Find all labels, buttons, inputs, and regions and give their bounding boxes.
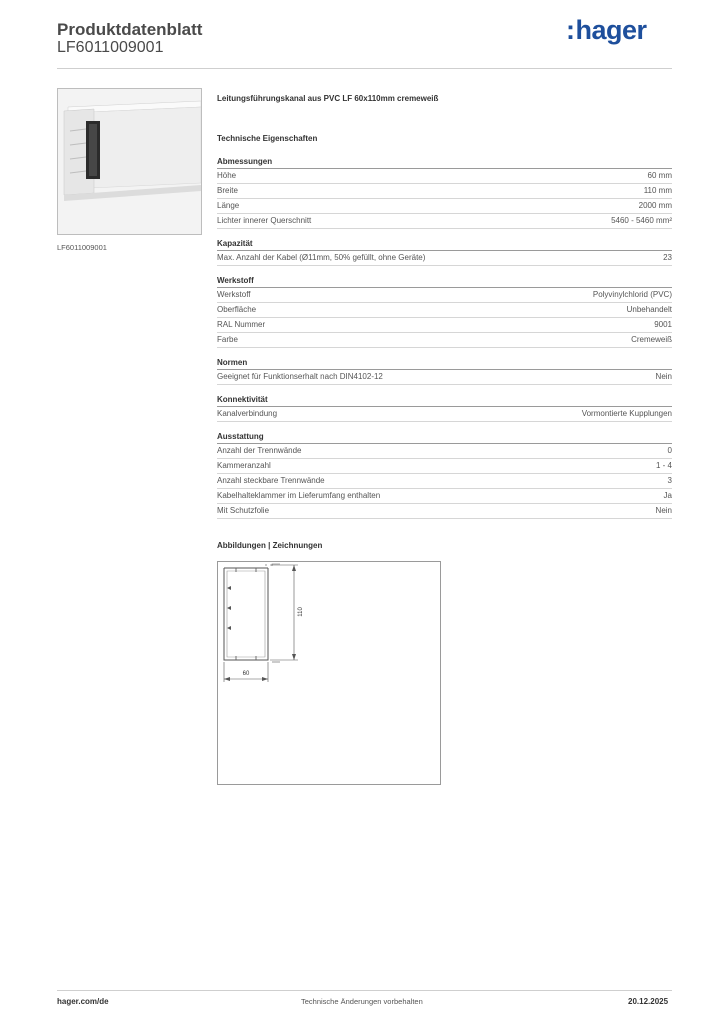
section-title: Konnektivität xyxy=(217,394,672,407)
spec-value: 0 xyxy=(667,446,672,455)
spec-value: 23 xyxy=(663,253,672,262)
spec-label: RAL Nummer xyxy=(217,320,266,329)
hager-logo[interactable] xyxy=(566,15,647,46)
product-id: LF6011009001 xyxy=(57,39,164,56)
spec-value: 9001 xyxy=(654,320,672,329)
spec-section xyxy=(217,394,672,422)
spec-label: Kanalverbindung xyxy=(217,409,278,418)
spec-row xyxy=(217,214,672,229)
cable-duct-illustration xyxy=(58,89,201,234)
spec-row xyxy=(217,370,672,385)
spec-value: 2000 mm xyxy=(638,201,672,210)
spec-row xyxy=(217,459,672,474)
tech-properties-title: Technische Eigenschaften xyxy=(217,134,318,143)
spec-label: Werkstoff xyxy=(217,290,251,299)
spec-row xyxy=(217,169,672,184)
spec-row xyxy=(217,504,672,519)
spec-value: 110 mm xyxy=(643,186,672,195)
spec-row xyxy=(217,444,672,459)
spec-value: Vormontierte Kupplungen xyxy=(581,409,672,418)
spec-label: Mit Schutzfolie xyxy=(217,506,270,515)
spec-label: Max. Anzahl der Kabel (Ø11mm, 50% gefüllt, ohne Geräte) xyxy=(217,253,426,262)
spec-value: Nein xyxy=(655,506,672,515)
dimension-height-label: 110 xyxy=(298,607,304,617)
page-title: Produktdatenblatt xyxy=(57,20,203,39)
product-image xyxy=(57,88,202,235)
product-name: Leitungsführungskanal aus PVC LF 60x110mm cremeweiß xyxy=(217,94,439,103)
spec-row xyxy=(217,199,672,214)
spec-value: 3 xyxy=(667,476,672,485)
spec-label: Kammeranzahl xyxy=(217,461,271,470)
footer-notice: Technische Änderungen vorbehalten xyxy=(301,997,423,1006)
spec-row xyxy=(217,474,672,489)
spec-label: Geeignet für Funktionserhalt nach DIN4102-12 xyxy=(217,372,383,381)
spec-value: Cremeweiß xyxy=(631,335,672,344)
spec-content xyxy=(217,92,672,519)
spec-row xyxy=(217,251,672,266)
spec-section xyxy=(217,275,672,348)
spec-value: 1 - 4 xyxy=(655,461,672,470)
spec-value: Ja xyxy=(663,491,672,500)
image-caption: LF6011009001 xyxy=(57,243,107,252)
spec-value: 60 mm xyxy=(647,171,672,180)
spec-value: Nein xyxy=(655,372,672,381)
spec-section xyxy=(217,357,672,385)
spec-label: Lichter innerer Querschnitt xyxy=(217,216,312,225)
spec-value: 5460 - 5460 mm² xyxy=(611,216,672,225)
spec-row xyxy=(217,407,672,422)
spec-label: Höhe xyxy=(217,171,237,180)
spec-row xyxy=(217,489,672,504)
spec-row xyxy=(217,318,672,333)
spec-label: Farbe xyxy=(217,335,238,344)
spec-row xyxy=(217,288,672,303)
dimension-width-label: 60 xyxy=(242,671,250,677)
spec-row xyxy=(217,303,672,318)
spec-label: Oberfläche xyxy=(217,305,257,314)
spec-value: Unbehandelt xyxy=(626,305,672,314)
logo-text: hager xyxy=(575,15,647,45)
header-divider xyxy=(57,68,672,69)
section-title: Ausstattung xyxy=(217,431,672,444)
spec-row xyxy=(217,333,672,348)
spec-value: Polyvinylchlorid (PVC) xyxy=(592,290,672,299)
section-title: Normen xyxy=(217,357,672,370)
spec-section xyxy=(217,238,672,266)
spec-sections xyxy=(217,156,672,519)
spec-section xyxy=(217,431,672,519)
spec-label: Länge xyxy=(217,201,240,210)
technical-drawing xyxy=(217,561,441,785)
footer-website[interactable]: hager.com/de xyxy=(57,997,109,1006)
spec-label: Anzahl der Trennwände xyxy=(217,446,302,455)
drawings-title: Abbildungen | Zeichnungen xyxy=(217,541,323,550)
footer-divider xyxy=(57,990,672,991)
spec-row xyxy=(217,184,672,199)
spec-label: Anzahl steckbare Trennwände xyxy=(217,476,325,485)
footer-date: 20.12.2025 xyxy=(628,997,669,1006)
section-title: Abmessungen xyxy=(217,156,672,169)
cross-section-drawing xyxy=(218,562,440,784)
spec-label: Breite xyxy=(217,186,238,195)
spec-label: Kabelhalteklammer im Lieferumfang enthalten xyxy=(217,491,381,500)
section-title: Werkstoff xyxy=(217,275,672,288)
section-title: Kapazität xyxy=(217,238,672,251)
spec-section xyxy=(217,156,672,229)
logo-colon: : xyxy=(566,15,575,45)
